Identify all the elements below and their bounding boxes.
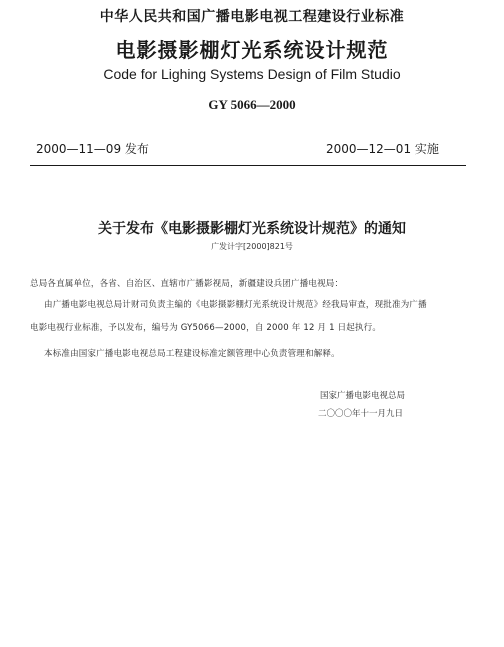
document-title-english: Code for Lighing Systems Design of Film Studio [103, 66, 401, 82]
notice-salutation: 总局各直属单位，各省、自治区、直辖市广播影视局，新疆建设兵团广播电视局： [30, 279, 344, 289]
notice-body-line-1: 由广播电影电视总局计财司负责主编的《电影摄影棚灯光系统设计规范》经我局审查，现批准为广播 [44, 300, 427, 310]
notice-body-line-3: 本标准由国家广播电影电视总局工程建设标准定额管理中心负责管理和解释。 [44, 349, 340, 359]
document-title-chinese: 电影摄影棚灯光系统设计规范 [115, 38, 389, 62]
industry-standard-heading: 中华人民共和国广播电影电视工程建设行业标准 [99, 9, 405, 25]
notice-title: 关于发布《电影摄影棚灯光系统设计规范》的通知 [98, 221, 406, 237]
notice-document-number: 广发计字[2000]821号 [211, 242, 293, 251]
standard-code: GY 5066—2000 [208, 97, 296, 112]
signature-organization: 国家广播电影电视总局 [320, 391, 406, 401]
signature-date: 二〇〇〇年十一月九日 [318, 409, 404, 419]
notice-body-line-2: 电影电视行业标准，予以发布，编号为 GY5066—2000，自 2000 年 12 月 1 日起执行。 [30, 323, 382, 333]
header-divider-line [30, 165, 466, 166]
effective-date: 2000—12—01 实施 [326, 142, 439, 156]
issue-date: 2000—11—09 发布 [36, 142, 149, 156]
